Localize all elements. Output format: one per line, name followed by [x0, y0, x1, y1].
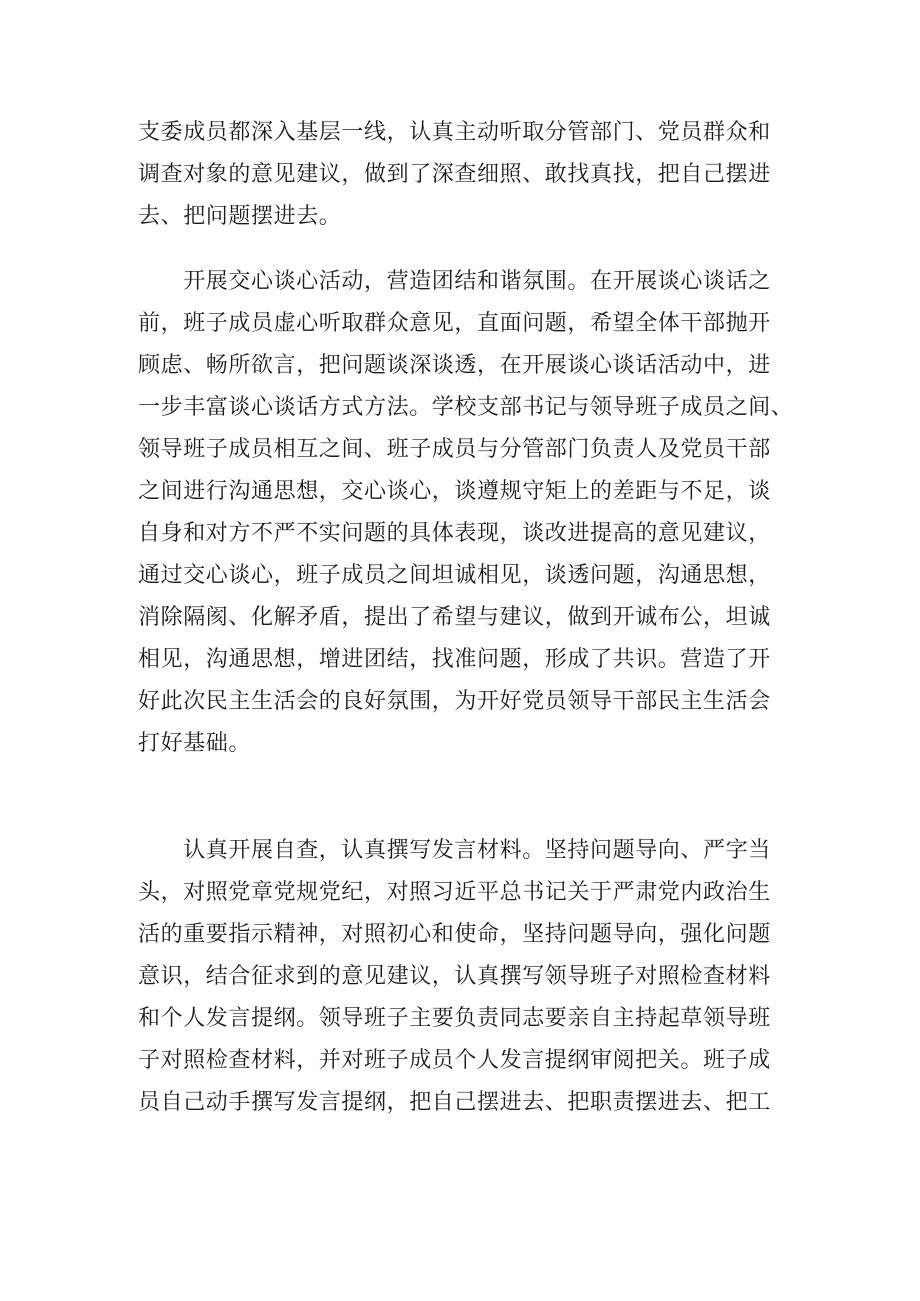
text-line: 和个人发言提纲。领导班子主要负责同志要亲自主持起草领导班 [138, 1006, 771, 1031]
text-line: 领导班子成员相互之间、班子成员与分管部门负责人及党员干部 [138, 437, 771, 462]
text-line: 活的重要指示精神，对照初心和使命，坚持问题导向，强化问题 [138, 922, 771, 947]
text-line: 之间进行沟通思想，交心谈心，谈遵规守矩上的差距与不足，谈 [138, 479, 771, 504]
text-line: 好此次民主生活会的良好氛围，为开好党员领导干部民主生活会 [138, 689, 771, 714]
text-line: 意识，结合征求到的意见建议，认真撰写领导班子对照检查材料 [138, 964, 771, 989]
text-line: 顾虑、畅所欲言，把问题谈深谈透，在开展谈心谈话活动中，进 [138, 353, 771, 378]
paragraph-1 [138, 112, 793, 238]
text-line: 前，班子成员虚心听取群众意见，直面问题，希望全体干部抛开 [138, 311, 771, 336]
paragraph-2 [138, 261, 793, 765]
text-line: 去、把问题摆进去。 [138, 204, 342, 229]
text-line: 一步丰富谈心谈话方式方法。学校支部书记与领导班子成员之间、 [138, 395, 794, 420]
text-line: 支委成员都深入基层一线，认真主动听取分管部门、党员群众和 [138, 120, 771, 145]
text-line: 认真开展自查，认真撰写发言材料。坚持问题导向、严字当 [138, 838, 771, 863]
text-line: 员自己动手撰写发言提纲，把自己摆进去、把职责摆进去、把工 [138, 1090, 771, 1115]
text-line: 自身和对方不严不实问题的具体表现，谈改进提高的意见建议， [138, 521, 771, 546]
text-line: 打好基础。 [138, 731, 252, 756]
text-line: 消除隔阂、化解矛盾，提出了希望与建议，做到开诚布公，坦诚 [138, 605, 771, 630]
text-line: 通过交心谈心，班子成员之间坦诚相见，谈透问题，沟通思想， [138, 563, 771, 588]
text-line: 调查对象的意见建议，做到了深查细照、敢找真找，把自己摆进 [138, 162, 771, 187]
paragraph-3 [138, 830, 793, 1124]
text-line: 子对照检查材料，并对班子成员个人发言提纲审阅把关。班子成 [138, 1048, 771, 1073]
text-line: 开展交心谈心活动，营造团结和谐氛围。在开展谈心谈话之 [138, 269, 771, 294]
text-line: 头，对照党章党规党纪，对照习近平总书记关于严肃党内政治生 [138, 880, 771, 905]
text-line: 相见，沟通思想，增进团结，找准问题，形成了共识。营造了开 [138, 647, 771, 672]
